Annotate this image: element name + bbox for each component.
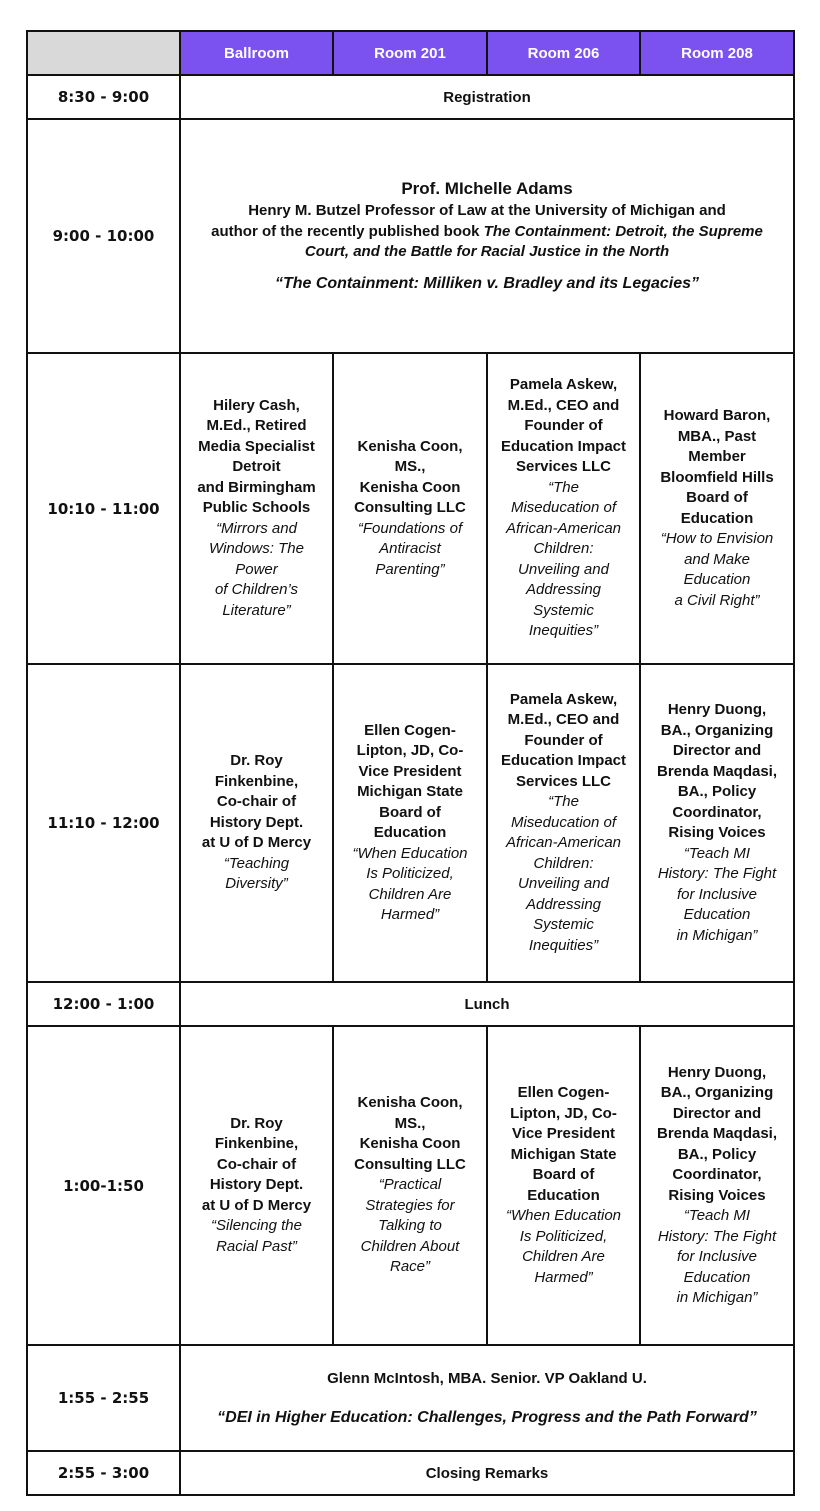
speaker: Ellen Cogen- Lipton, JD, Co- Vice President Michigan State Board of Education	[510, 1084, 617, 1204]
time-cell: 12:00 - 1:00	[27, 982, 180, 1026]
keynote-book-title: The Containment: Detroit, the Supreme Court, and the Battle for Racial Justice in the North	[304, 222, 763, 261]
header-ballroom: Ballroom	[180, 31, 333, 75]
talk-title: “Teaching Diversity”	[223, 854, 290, 893]
time-cell: 10:10 - 11:00	[27, 353, 180, 664]
talk-title: “How to Envision and Make Education a Civil Right”	[660, 530, 774, 609]
lunch-cell: Lunch	[180, 982, 794, 1026]
row-session-1010	[27, 353, 794, 664]
speaker: Kenisha Coon, MS., Kenisha Coon Consulting LLC	[354, 1094, 466, 1173]
row-session-100	[27, 1026, 794, 1345]
speaker: Henry Duong, BA., Organizing Director and Brenda Maqdasi, BA., Policy Coordinator, Rising Voices	[656, 1063, 778, 1204]
keynote-talk: “The Containment: Milliken v. Bradley and its Legacies”	[274, 274, 700, 292]
keynote-book-prefix: author of the recently published book	[211, 222, 484, 240]
row-registration	[27, 75, 794, 119]
talk-title: “Teach MI History: The Fight for Inclusive Education in Michigan”	[657, 844, 777, 944]
row-session-155	[27, 1345, 794, 1451]
speaker: Ellen Cogen- Lipton, JD, Co- Vice President Michigan State Board of Education	[356, 721, 464, 841]
time-cell: 11:10 - 12:00	[27, 664, 180, 982]
row-session-1110	[27, 664, 794, 982]
talk-title: “Teach MI History: The Fight for Inclusive Education in Michigan”	[657, 1207, 777, 1306]
closing-cell: Closing Remarks	[180, 1451, 794, 1495]
keynote-cell	[180, 119, 794, 353]
header-room-201: Room 201	[333, 31, 487, 75]
header-room-208: Room 208	[640, 31, 794, 75]
row-lunch	[27, 982, 794, 1026]
row-closing	[27, 1451, 794, 1495]
header-room-206: Room 206	[487, 31, 640, 75]
row-keynote	[27, 119, 794, 353]
speaker: Kenisha Coon, MS., Kenisha Coon Consulting LLC	[354, 437, 466, 517]
talk-title: “When Education Is Politicized, Children Are Harmed”	[505, 1207, 622, 1286]
session-room-206	[487, 353, 640, 664]
session-room-201	[333, 664, 487, 982]
session-ballroom	[180, 1026, 333, 1345]
session-ballroom	[180, 664, 333, 982]
session-room-201	[333, 1026, 487, 1345]
plenary-speaker: Glenn McIntosh, MBA. Senior. VP Oakland U.	[327, 1369, 647, 1387]
talk-title: “The Miseducation of African-American Children: Unveiling and Addressing Systemic Inequities”	[505, 478, 622, 640]
session-room-206	[487, 664, 640, 982]
session-room-208	[640, 353, 794, 664]
keynote-title-line: Henry M. Butzel Professor of Law at the University of Michigan and	[248, 202, 726, 220]
header-row	[27, 31, 794, 75]
header-corner	[27, 31, 180, 75]
speaker: Dr. Roy Finkenbine, Co-chair of History Dept. at U of D Mercy	[201, 752, 312, 852]
speaker: Howard Baron, MBA., Past Member Bloomfield Hills Board of Education	[660, 407, 774, 527]
speaker: Pamela Askew, M.Ed., CEO and Founder of Education Impact Services LLC	[500, 376, 627, 476]
session-room-208	[640, 664, 794, 982]
speaker: Henry Duong, BA., Organizing Director and Brenda Maqdasi, BA., Policy Coordinator, Rising Voices	[656, 701, 778, 841]
keynote-speaker: Prof. MIchelle Adams	[401, 179, 573, 199]
time-cell: 1:55 - 2:55	[27, 1345, 180, 1451]
talk-title: “Silencing the Racial Past”	[211, 1217, 302, 1255]
time-cell: 1:00-1:50	[27, 1026, 180, 1345]
talk-title: “Foundations of Antiracist Parenting”	[357, 519, 463, 578]
talk-title: “When Education Is Politicized, Children Are Harmed”	[352, 844, 468, 923]
talk-title: “The Miseducation of African-American Children: Unveiling and Addressing Systemic Inequities”	[505, 793, 622, 954]
speaker: Hilery Cash, M.Ed., Retired Media Specialist Detroit and Birmingham Public Schools	[197, 396, 316, 517]
time-cell: 8:30 - 9:00	[27, 75, 180, 119]
session-room-206	[487, 1026, 640, 1345]
registration-cell: Registration	[180, 75, 794, 119]
keynote-book-line	[187, 222, 787, 263]
plenary-talk: “DEI in Higher Education: Challenges, Progress and the Path Forward”	[217, 1408, 757, 1426]
talk-title: “Practical Strategies for Talking to Children About Race”	[360, 1176, 460, 1276]
session-room-201	[333, 353, 487, 664]
time-cell: 2:55 - 3:00	[27, 1451, 180, 1495]
talk-title: “Mirrors and Windows: The Power of Children’s Literature”	[209, 519, 304, 619]
schedule-table	[26, 30, 795, 1496]
session-room-208	[640, 1026, 794, 1345]
session-ballroom	[180, 353, 333, 664]
speaker: Pamela Askew, M.Ed., CEO and Founder of Education Impact Services LLC	[500, 690, 627, 790]
time-cell: 9:00 - 10:00	[27, 119, 180, 353]
speaker: Dr. Roy Finkenbine, Co-chair of History Dept. at U of D Mercy	[201, 1114, 312, 1214]
plenary-cell	[180, 1345, 794, 1451]
